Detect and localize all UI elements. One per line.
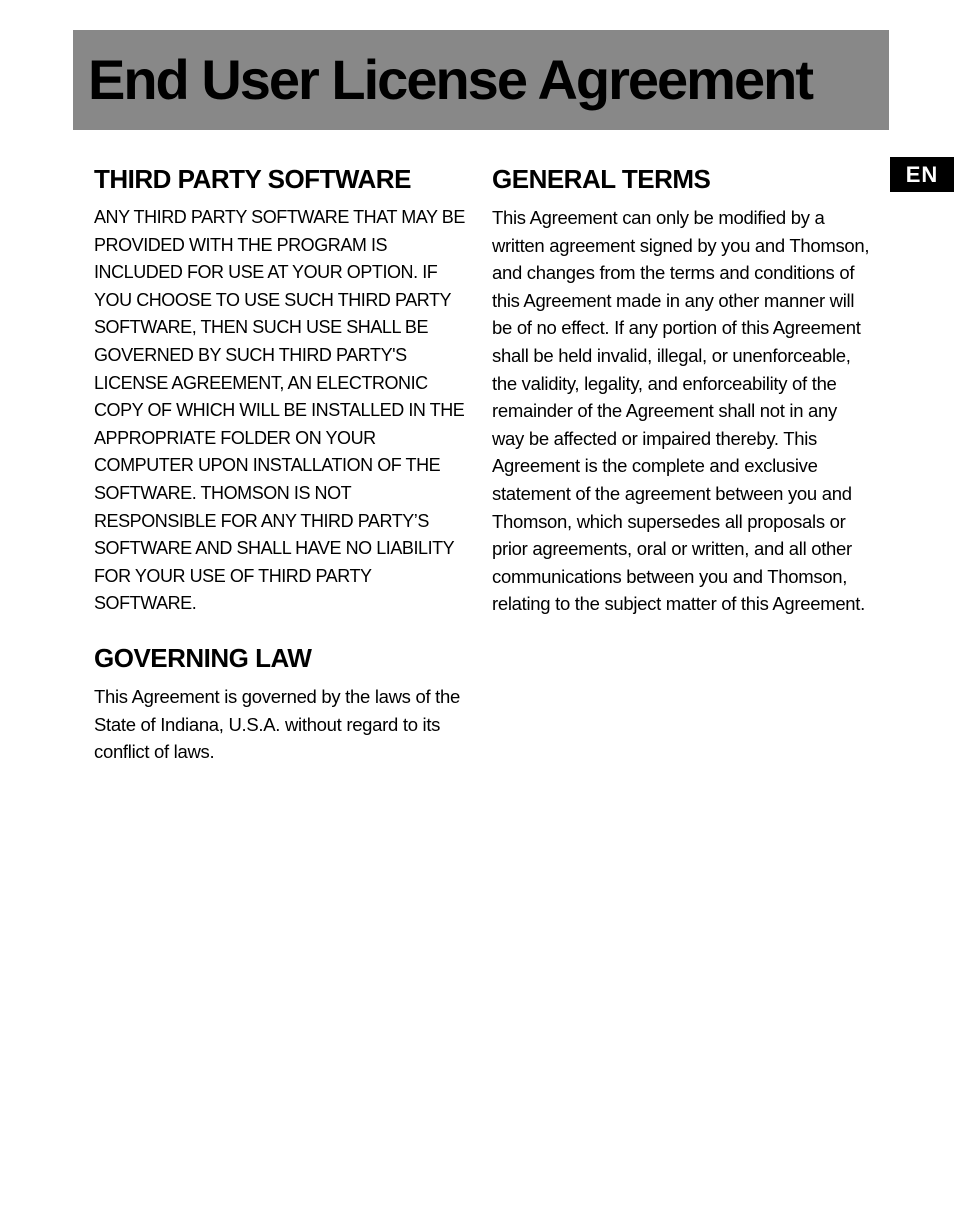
- section-body: This Agreement is governed by the laws of the State of Indiana, U.S.A. without regard to its conflict of laws.: [94, 685, 460, 763]
- language-tab: EN: [890, 157, 954, 192]
- section-governing-law: [94, 639, 472, 766]
- section-heading: GOVERNING LAW: [94, 642, 312, 673]
- page-title: End User License Agreement: [88, 48, 812, 111]
- section-body: This Agreement can only be modified by a written agreement signed by you and Thomson, and changes from the terms and conditions of this Agreement made in any other manner will be of no effect. If any portion of this Agreement shall be held invalid, illegal, or unenforceable, the validity, legality, and enforceability of the remainder of the Agreement shall not in any way be affected or impaired thereby. This Agreement is the complete and exclusive statement of the agreement between you and Thomson, which supersedes all proposals or prior agreements, oral or written, and all other communications between you and Thomson, relating to the subject matter of this Agreement.: [492, 207, 870, 615]
- section-heading: THIRD PARTY SOFTWARE: [94, 164, 411, 194]
- section-heading: GENERAL TERMS: [492, 164, 711, 194]
- section-general-terms: [492, 160, 872, 618]
- right-column: [492, 160, 872, 618]
- left-column: [94, 160, 472, 766]
- section-body: ANY THIRD PARTY SOFTWARE THAT MAY BE PROVIDED WITH THE PROGRAM IS INCLUDED FOR USE AT YOUR OPTION. IF YOU CHOOSE TO USE SUCH THIRD PARTY SOFTWARE, THEN SUCH USE SHALL BE GOVERNED BY SUCH THIRD PARTY'S LICENSE AGREEMENT, AN ELECTRONIC COPY OF WHICH WILL BE INSTALLED IN THE APPROPRIATE FOLDER ON YOUR COMPUTER UPON INSTALLATION OF THE SOFTWARE. THOMSON IS NOT RESPONSIBLE FOR ANY THIRD PARTY’S SOFTWARE AND SHALL HAVE NO LIABILITY FOR YOUR USE OF THIRD PARTY SOFTWARE.: [94, 207, 465, 614]
- title-banner: [73, 30, 889, 130]
- section-third-party-software: [94, 160, 472, 618]
